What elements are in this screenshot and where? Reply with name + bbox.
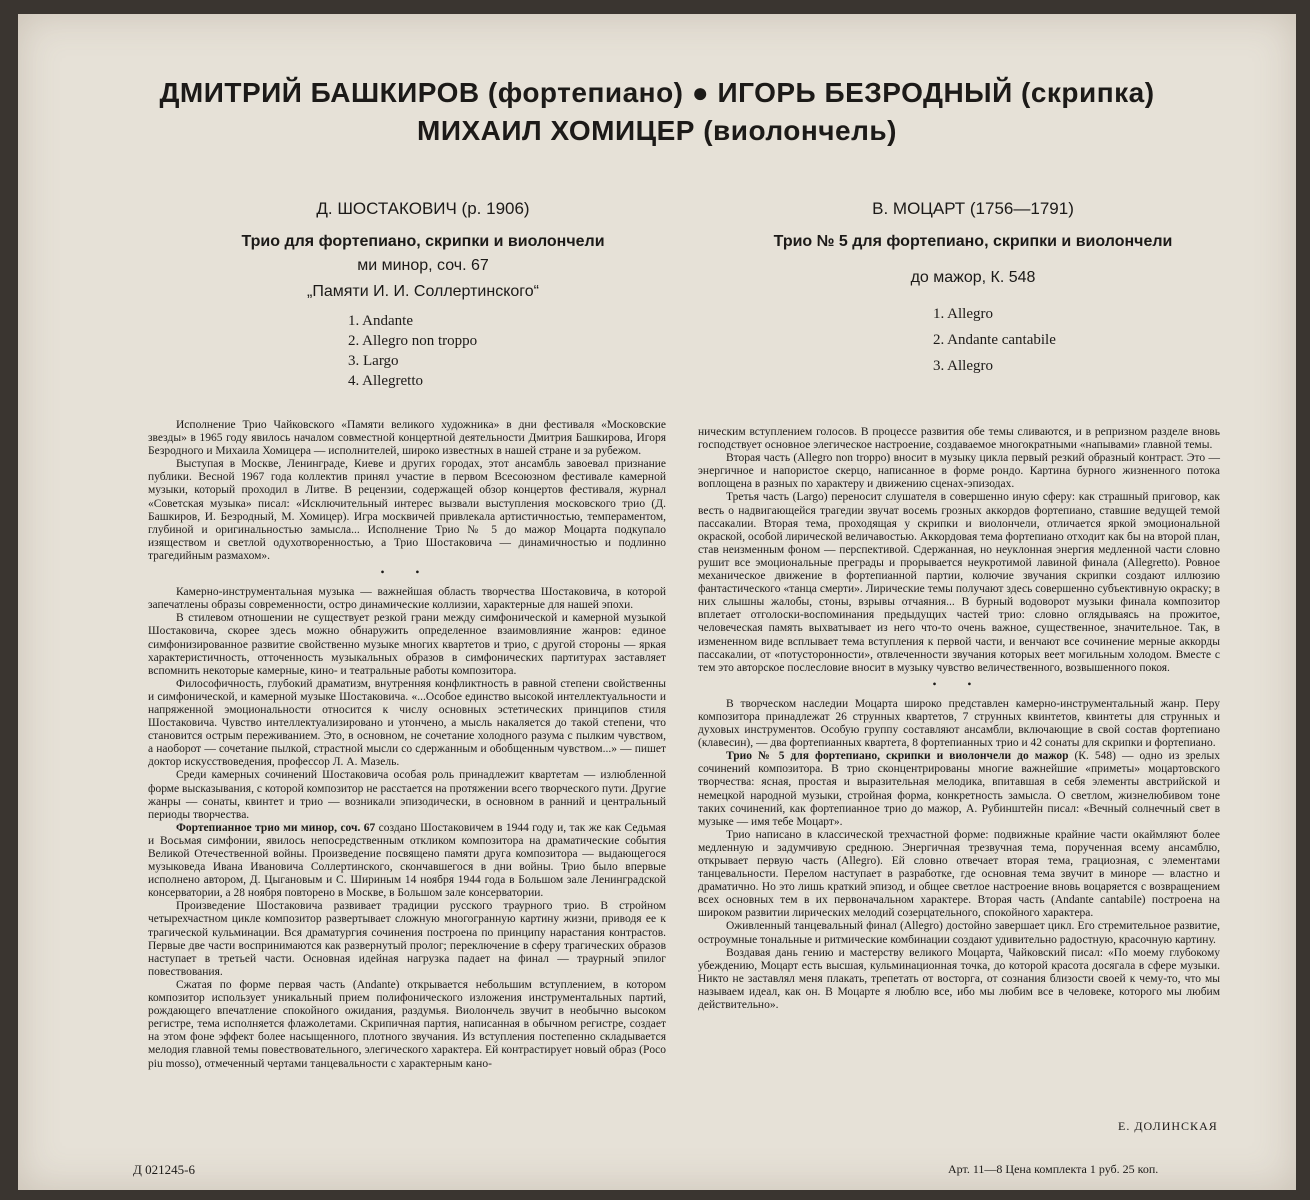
movement-item: 2. Allegro non troppo <box>348 333 478 349</box>
paragraph: Выступая в Москве, Ленинграде, Киеве и других городах, этот ансамбль завоевал признание публики. Весной 1967 года коллектив принял участие в первом Всесоюзном фестивале камерной музыки, который проходил в Литве. В рецензии, содержащей обзор концертов фестиваля, журнал «Советская музыка» писал: «Исключительный интерес вызвали выступления московского трио (Д. Башкиров, И. Безродный, М. Хомицер). Игра москвичей привлекала артистичностью, темпераментом, глубиной и оригинальностью замысла... Исполнение Трио № 5 до мажор Моцарта подкупало изяществом и светлой одухотворенностью, а Трио Шостаковича — динамичностью и подлинно трагедийным размахом». <box>148 458 666 562</box>
paragraph: Оживленный танцевальный финал (Allegro) достойно завершает цикл. Его стремительное развитие, остроумные тональные и ритмические комбинации создают удивительно радостную, красочную картину. <box>698 920 1220 946</box>
composer-name: Д. ШОСТАКОВИЧ (р. 1906) <box>316 199 530 218</box>
record-sleeve-back <box>18 14 1296 1190</box>
paragraph: В стилевом отношении не существует резкой грани между симфонической и камерной музыкой Шостаковича, скорее здесь можно обнаружить определенное взаимовлияние жанров: единое симфонизированное развитие свойственно музыке многих квартетов и трио, с другой стороны — яркая характеристичность, отточенность музыкальных образов в симфонических партитурах заставляет вспомнить некоторые камерные, кино- и театральные работы композитора. <box>148 612 666 677</box>
paragraph: Третья часть (Largo) переносит слушателя в совершенно иную сферу: как страшный приговор, как весть о надвигающейся трагедии звучат восемь грозных аккордов фортепиано, ставшие ведущей темой пассакалии. Вторая тема, проходящая у скрипки и виолончели, отличается яркой эмоциональной окраской, особой лирической величавостью. Аккордовая тема фортепиано отходит как бы на второй план, став неизменным фоном — перспективой. Сдержанная, но неуклонная энергия медленной части словно рушит все эмоциональные преграды и прорывается неукротимой лавиной финала (Allegretto). Ровное механическое движение в фортепианной партии, колючие звучания скрипки создают иллюзию фантастического «танца смерти». Лирические темы получают здесь совершенно субъективную окраску; в них слышны жалобы, стоны, взрывы отчаяния... В бурный водоворот музыки финала композитор вплетает отголоски-воспоминания предыдущих частей трио: словно оглядываясь на прожитое, человеческая память выхватывает из него что-то очень важное, существенное, значительное. Так, в измененном виде всплывает тема вступления к первой части, и венчают все сочинение мерные аккорды пассакалии, от «потусторонности», отвлеченности звучания которых веет могильным холодом. Вместе с тем это авторское послесловие вносит в музыку чувство величественного, возвышенного покоя. <box>698 491 1220 674</box>
paragraph: Сжатая по форме первая часть (Andante) открывается небольшим вступлением, в котором композитор использует уникальный прием полифонического изложения инструментальных партий, рождающего впечатление спокойного ожидания, раздумья. Виолончель звучит в необычно высоком регистре, тема исполняется флажолетами. Скрипичная партия, написанная в обычном регистре, создает на этом фоне эффект более насыщенного, плотного звучания. Из вступления постепенно складывается мелодия главной темы повествовательного, элегического характера. Ей контрастирует новый образ (Poco piu mosso), отмеченный чертами танцевальности с характерным кано- <box>148 978 666 1070</box>
paragraph: Трио написано в классической трехчастной форме: подвижные крайние части окаймляют более медленную и задумчивую среднюю. Энергичная трезвучная тема, порученная всему ансамблю, открывает первую часть (Allegro). Ей словно отвечает вторая тема, грациозная, с элементами танцевальности. Перелом наступает в разработке, где основная тема звучит в миноре — властно и драматично. Но это лишь краткий эпизод, и общее светлое настроение вновь воцаряется с возвращением всех основных тем в их первоначальном характере. Вторая часть (Andante cantabile) построена на широком развитии лирических мелодий созерцательного, спокойного характера. <box>698 828 1220 920</box>
section-divider: • • <box>380 567 434 580</box>
section-divider: • • <box>932 678 986 691</box>
paragraph <box>148 822 666 901</box>
work-key: до мажор, К. 548 <box>910 269 1036 286</box>
movement-item: 1. Andante <box>348 313 413 329</box>
movement-item: 2. Andante cantabile <box>933 332 1056 348</box>
paragraph: Вторая часть (Allegro non troppo) вносит в музыку цикла первый резкий образный контраст. Это — энергичное и напористое скерцо, написанное в форме рондо. Картина бурного жизненного потока воплощена в разных по характеру и движению сценах-эпизодах. <box>698 452 1220 491</box>
work-title: Трио для фортепиано, скрипки и виолончели <box>241 233 605 250</box>
movement-item: 1. Allegro <box>933 306 993 322</box>
works-section <box>18 199 1296 429</box>
paragraph: Философичность, глубокий драматизм, внутренняя конфликтность в равной степени свойственны и симфонической, и камерной музыке Шостаковича. «...Особое единство высокой интеллектуальности и напряженной эмоциональности относится к числу основных эстетических принципов стиля Шостаковича. Чувство интеллектуализировано и утончено, а мысль накаляется до такой степени, что становится острым переживанием. Это, в основном, не сочетание холодного разума с пылким чувством, а наоборот — сочетание пылкой, страстной мысли со сдержанным и обобщенным чувством...» — пишет доктор искусствоведения, профессор Л. А. Мазель. <box>148 677 666 769</box>
paragraph-text: создано Шостаковичем в 1944 году и, так же как Седьмая и Восьмая симфонии, явилось непосредственным откликом композитора на драматические события Великой Отечественной войны. Произведение посвящено памяти друга композитора — выдающегося музыковеда Ивана Ивановича Соллертинского, скончавшегося в дни войны. Трио было впервые исполнено автором, Д. Цыгановым и С. Шириным 14 ноября 1944 года в Большом зале Ленинградской консерватории, а 28 ноября повторено в Москве, в Большом зале консерватории. <box>148 821 666 900</box>
movement-list <box>348 311 658 391</box>
movement-item: 3. Allegro <box>933 358 993 374</box>
mozart-work <box>718 199 1228 379</box>
work-key: ми минор, соч. 67 <box>357 257 489 274</box>
bold-work-title: Трио № 5 для фортепиано, скрипки и виолончели до мажор <box>726 750 1069 763</box>
shostakovich-work <box>188 199 658 391</box>
performers-line-1: ДМИТРИЙ БАШКИРОВ (фортепиано) ● ИГОРЬ БЕЗРОДНЫЙ (скрипка) <box>159 77 1155 108</box>
composer-name: В. МОЦАРТ (1756—1791) <box>872 199 1074 218</box>
paragraph: В творческом наследии Моцарта широко представлен камерно-инструментальный жанр. Перу композитора принадлежат 26 струнных квартетов, 7 струнных квинтетов, квинтеты для струнных и духовых инструментов. Особую группу составляют ансамбли, включающие в свой состав фортепиано (клавесин), — два фортепианных квартета, 8 фортепианных трио и 42 сонаты для скрипки и фортепиано. <box>698 697 1220 750</box>
performers-header <box>18 74 1296 150</box>
paragraph <box>698 750 1220 829</box>
paragraph: Камерно-инструментальная музыка — важнейшая область творчества Шостаковича, в которой запечатлены образы современности, остро динамические коллизии, характерные для нашей эпохи. <box>148 586 666 612</box>
paragraph-text: (К. 548) — одно из зрелых сочинений композитора. В трио сконцентрированы многие важнейшие «приметы» моцартовского творчества: ясная, простая и выразительная мелодика, впитавшая в себя элементы австрийской и немецкой народной музыки, стройная форма, конкретность замысла. О светлом, жизнелюбивом тоне таких сочинений, как фортепианное трио до мажор, А. Рубинштейн писал: «Вечный солнечный свет в музыке — имя тебе Моцарт». <box>698 750 1220 828</box>
left-text-column <box>148 419 666 1071</box>
performers-line-2: МИХАИЛ ХОМИЦЕР (виолончель) <box>417 115 897 146</box>
movement-list <box>933 301 1228 379</box>
right-text-column <box>698 426 1220 1012</box>
paragraph: ническим вступлением голосов. В процессе развития обе темы сливаются, и в репризном разделе вновь господствует основное элегическое настроение, создаваемое многократными «напывами» главной темы. <box>698 426 1220 452</box>
movement-item: 4. Allegretto <box>348 373 423 389</box>
work-dedication: „Памяти И. И. Соллертинского“ <box>307 283 539 300</box>
paragraph: Среди камерных сочинений Шостаковича особая роль принадлежит квартетам — излюбленной форме высказывания, с которой композитор не расстается на протяжении всего творческого пути. Другие жанры — сонаты, квинтет и трио — возникали эпизодически, в основном в ранний и центральный периоды творчества. <box>148 769 666 821</box>
price-label: Арт. 11—8 Цена комплекта 1 руб. 25 коп. <box>948 1162 1159 1176</box>
work-title: Трио № 5 для фортепиано, скрипки и виолончели <box>773 233 1173 250</box>
movement-item: 3. Largo <box>348 353 399 369</box>
catalog-number: Д 021245-6 <box>133 1162 195 1177</box>
paragraph: Воздавая дань гению и мастерству великого Моцарта, Чайковский писал: «По моему глубокому убеждению, Моцарт есть высшая, кульминационная точка, до которой красота досягала в сфере музыки. Никто не заставлял меня плакать, трепетать от восторга, от сознания близости своей к чему-то, что мы называем идеал, как он. В Моцарте я люблю все, ибо мы любим все в человеке, которого мы любим действительно». <box>698 946 1220 1012</box>
paragraph: Произведение Шостаковича развивает традиции русского траурного трио. В стройном четырехчастном цикле композитор развертывает сложную многогранную картину жизни, приводя ее к трагической кульминации. Вся драматургия сочинения построена по принципу нарастания контрастов. Первые две части воспринимаются как развернутый пролог; переключение в сферу трагических образов наступает в третьей части. Основная идейная нагрузка падает на финал — траурный эпилог повествования. <box>148 900 666 978</box>
bold-work-title: Фортепианное трио ми минор, соч. 67 <box>176 821 376 834</box>
author-signature: Е. ДОЛИНСКАЯ <box>1118 1119 1218 1133</box>
paragraph: Исполнение Трио Чайковского «Памяти великого художника» в дни фестиваля «Московские звезды» в 1965 году явилось началом совместной концертной деятельности Дмитрия Башкирова, Игоря Безродного и Михаила Хомицера — исполнителей, широко известных в нашей стране и за рубежом. <box>148 419 666 458</box>
